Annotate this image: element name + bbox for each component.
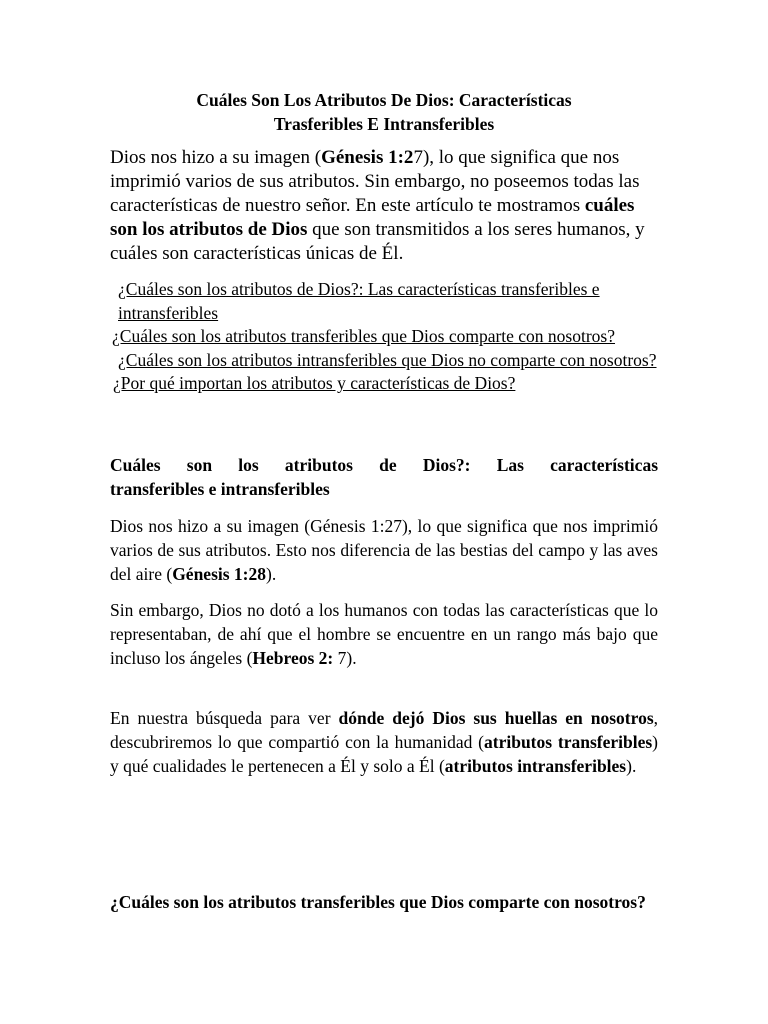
section-heading-line-2: transferibles e intransferibles [110,479,330,499]
title-line-1: Cuáles Son Los Atributos De Dios: Características [196,90,572,110]
body-paragraph-1 [110,514,658,586]
document-title [110,88,658,136]
p3-text-3: ) y qué cualidades le pertenecen a Él y solo a Él ( [110,732,658,776]
toc-link-2[interactable]: ¿Cuáles son los atributos transferibles que Dios comparte con nosotros? [112,326,616,346]
p1-bold-genesis: Génesis 1:28 [172,564,267,584]
section-heading-atributos [110,453,658,501]
intro-bold-atributos: cuáles son los atributos de Dios [110,195,635,240]
body-paragraph-2 [110,598,658,670]
title-line-2: Trasferibles E Intransferibles [273,114,495,134]
intro-bold-genesis: Génesis 1:2 [321,147,414,168]
p2-text-1: Sin embargo, Dios no dotó a los humanos con todas las características que lo representaban, de ahí que el hombre se encuentre en un rango más bajo que incluso los ángeles ( [110,600,658,668]
p3-bold-huellas: dónde dejó Dios sus huellas en nosotros [338,708,654,728]
p3-text-1: En nuestra búsqueda para ver [110,708,339,728]
p3-bold-transferibles: atributos transferibles [484,732,653,752]
p1-text-1: Dios nos hizo a su imagen (Génesis 1:27), lo que significa que nos imprimió varios de sus atributos. Esto nos diferencia de las bestias del campo y las aves del aire ( [110,516,658,584]
p3-text-2: , descubriremos lo que compartió con la humanidad ( [110,708,659,752]
p3-text-4: ). [626,756,637,776]
toc-link-1[interactable]: ¿Cuáles son los atributos de Dios?: Las características transferibles e intransferibles [118,279,600,323]
body-paragraph-3 [110,706,658,778]
p3-bold-intransferibles: atributos intransferibles [444,756,627,776]
intro-text-1: Dios nos hizo a su imagen ( [110,147,322,168]
p2-text-2: 7). [333,648,357,668]
p2-bold-hebreos: Hebreos 2: [252,648,334,668]
intro-paragraph [110,146,658,266]
table-of-contents [110,278,658,396]
section-heading-line-1: Cuáles son los atributos de Dios?: Las características [110,455,658,475]
toc-link-3[interactable]: ¿Cuáles son los atributos intransferibles que Dios no comparte con nosotros? [118,349,657,370]
intro-text-2: 7), lo que significa que nos imprimió varios de sus atributos. Sin embargo, no poseemos todas las características de nuestro señor. En este artículo te mostramos [110,147,640,216]
section-heading-transferibles: ¿Cuáles son los atributos transferibles que Dios comparte con nosotros? [110,892,646,912]
p1-text-2: ). [266,564,277,584]
intro-text-3: que son transmitidos a los seres humanos, y cuáles son características únicas de Él. [110,219,645,264]
toc-link-4[interactable]: ¿Por qué importan los atributos y características de Dios? [113,373,516,393]
